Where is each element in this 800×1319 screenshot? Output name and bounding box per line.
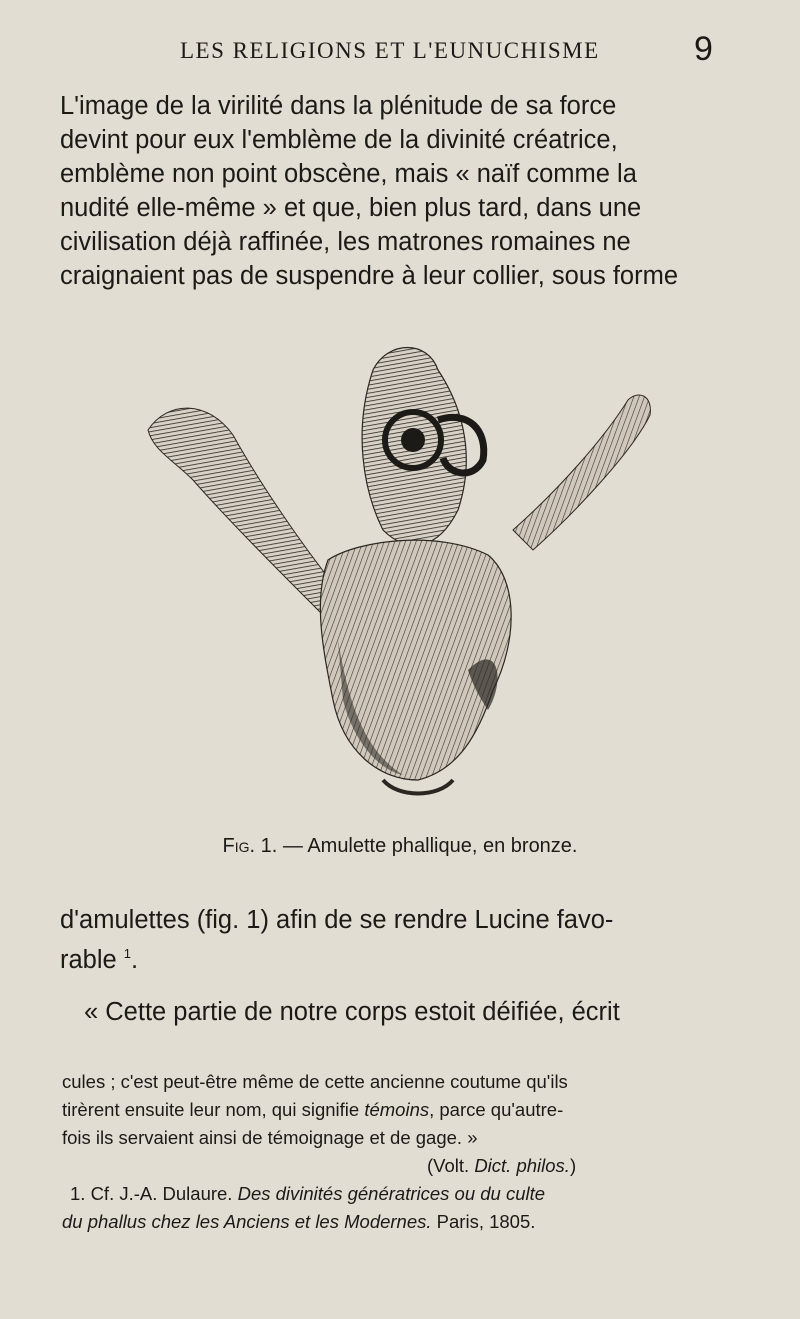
footnote-line [62, 1096, 762, 1124]
page-header [0, 30, 800, 70]
text-line: craignaient pas de suspendre à leur collier, sous forme [60, 262, 679, 290]
text-fragment: tirèrent ensuite leur nom, qui signifie [62, 1099, 365, 1120]
text-fragment: rable [60, 946, 117, 974]
figure-caption-text: — Amulette phallique, en bronze. [282, 835, 578, 857]
footnote-line: cules ; c'est peut-être même de cette ancienne coutume qu'ils [62, 1071, 568, 1092]
running-title: LES RELIGIONS ET L'EUNUCHISME [180, 38, 600, 63]
text-line: d'amulettes (fig. 1) afin de se rendre Lucine favo- [60, 906, 614, 934]
text-fragment: . [131, 946, 139, 974]
paragraph-bottom [60, 903, 760, 977]
figure-caption [0, 835, 800, 858]
text-fragment: (Volt. [427, 1155, 475, 1176]
amulet-illustration [138, 340, 668, 800]
figure-label: Fig. 1. [222, 835, 278, 857]
footnote-ref: 1 [123, 946, 132, 961]
text-line: « Cette partie de notre corps estoit déifiée, écrit [84, 998, 620, 1026]
text-fragment: du phallus chez les Anciens et les Modernes. [62, 1211, 432, 1232]
text-line [60, 937, 760, 977]
footnote-line [62, 1208, 762, 1236]
footnote-line [62, 1180, 762, 1208]
text-fragment: témoins [364, 1099, 430, 1120]
text-fragment: Paris, 1805. [431, 1211, 536, 1232]
footnote-line [62, 1152, 762, 1180]
footnote-line: fois ils servaient ainsi de témoignage et de gage. » [62, 1127, 478, 1148]
text-line: devint pour eux l'emblème de la divinité créatrice, [60, 126, 618, 154]
amulet-engraving [138, 340, 668, 800]
text-fragment: Dict. philos. [474, 1155, 570, 1176]
text-line: L'image de la virilité dans la plénitude de sa force [60, 92, 617, 120]
text-line: emblème non point obscène, mais « naïf comme la [60, 160, 637, 188]
text-line: civilisation déjà raffinée, les matrones romaines ne [60, 228, 631, 256]
text-fragment: Des divinités génératrices ou du culte [237, 1183, 546, 1204]
page-number: 9 [694, 30, 713, 68]
text-fragment: 1. Cf. J.-A. Dulaure. [70, 1183, 238, 1204]
paragraph-quote [84, 995, 784, 1029]
text-line: nudité elle-même » et que, bien plus tard, dans une [60, 194, 642, 222]
text-fragment: ) [569, 1155, 577, 1176]
paragraph-top [60, 89, 760, 293]
footnotes [62, 1068, 762, 1236]
text-fragment: , parce qu'autre- [429, 1099, 564, 1120]
